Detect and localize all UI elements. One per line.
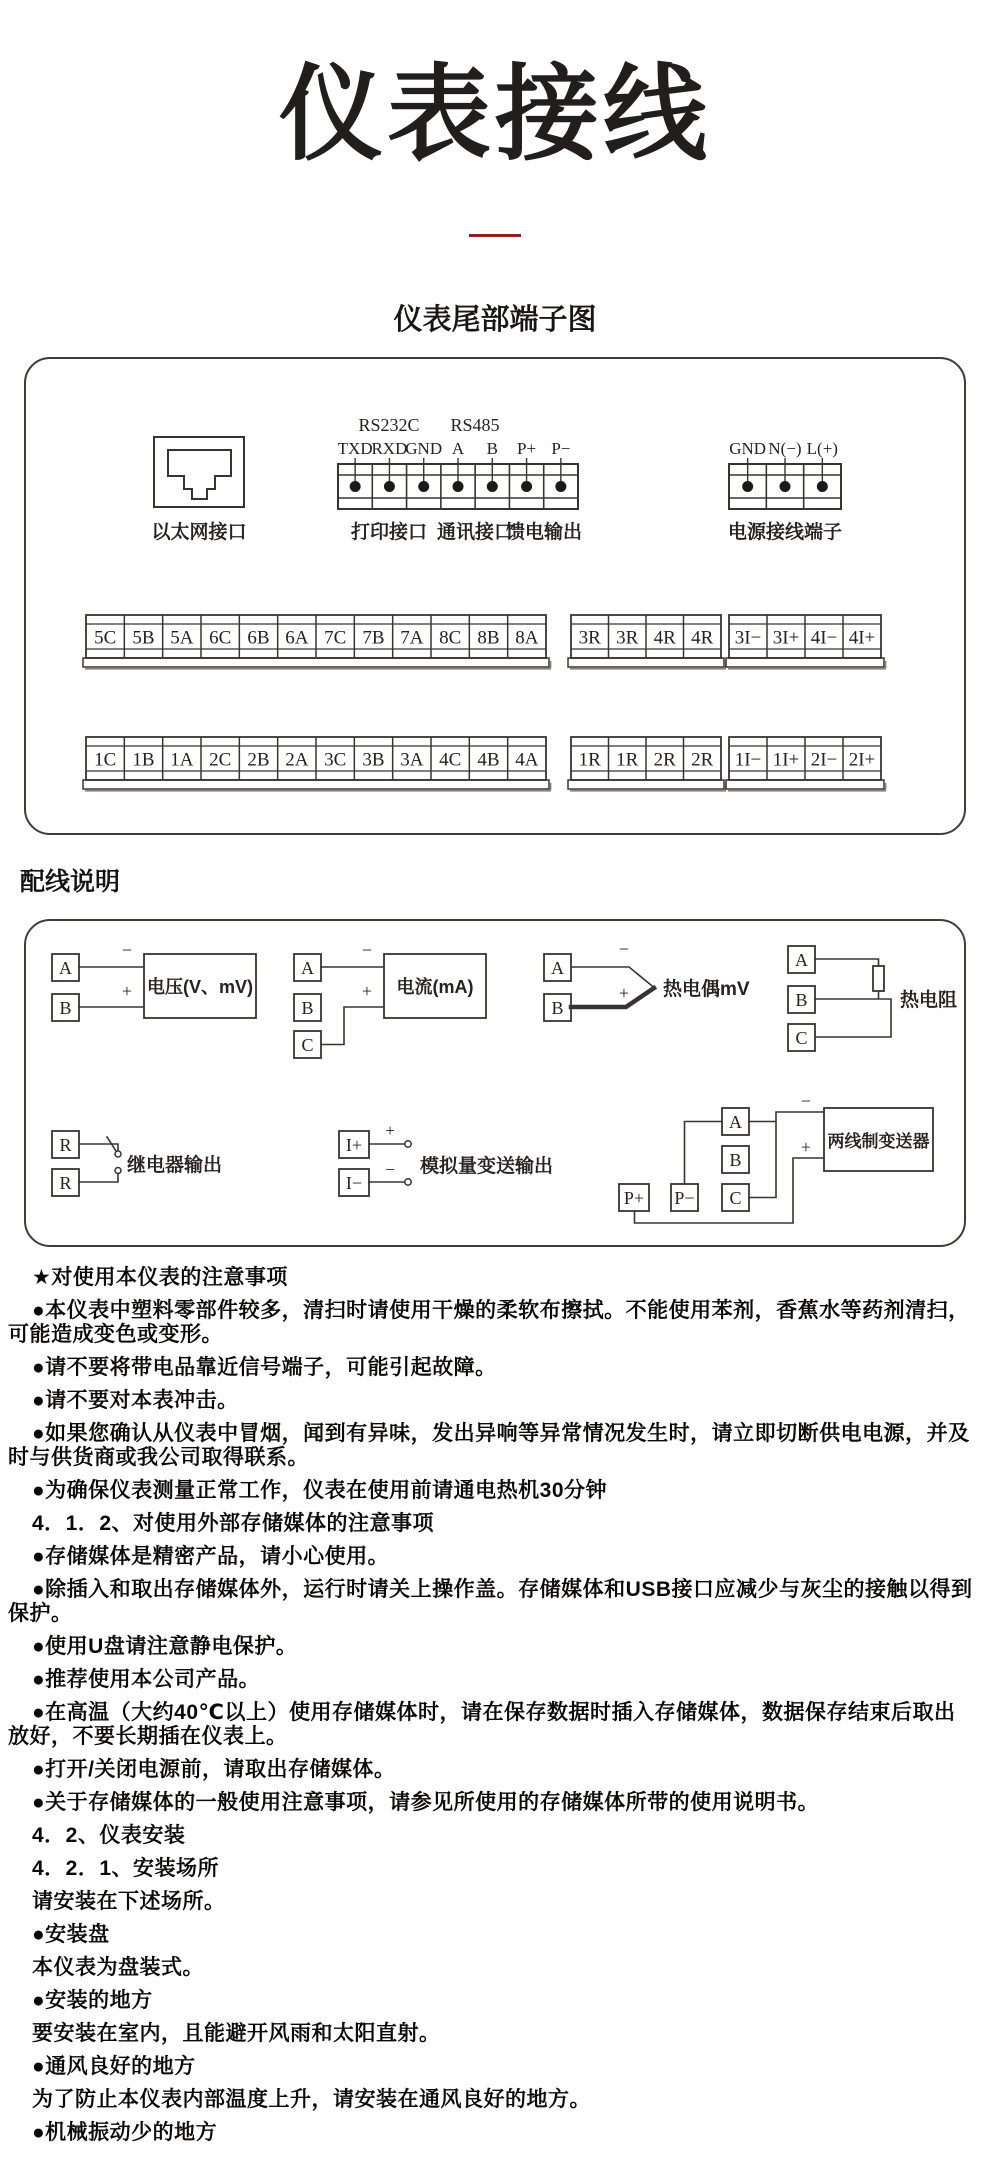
strip-cell-label: 2A <box>285 749 309 771</box>
title-underline <box>469 234 521 237</box>
note-line: 4．2．1、安装场所 <box>32 1857 220 1880</box>
note-line: ●请不要将带电品靠近信号端子，可能引起故障。 <box>32 1356 497 1379</box>
plus-mark: + <box>361 981 373 1001</box>
note-line: ●打开/关闭电源前，请取出存储媒体。 <box>32 1758 396 1781</box>
ethernet-label: 以太网接口 <box>151 522 247 543</box>
strip-cell-label: 4A <box>515 749 539 771</box>
strip-cell-label: 2C <box>209 749 232 771</box>
strip-cell-label: 3C <box>324 749 347 771</box>
terminal-b: B <box>551 998 564 1018</box>
terminal-b: B <box>301 998 314 1018</box>
strip-cell-label: 2R <box>691 749 714 771</box>
rtd-wiring-diagram <box>788 946 957 1051</box>
rs232c-label: RS232C <box>358 415 420 435</box>
minus-mark: − <box>361 940 373 960</box>
strip-cell-label: 1C <box>94 749 117 771</box>
note-line: 要安装在室内，且能避开风雨和太阳直射。 <box>32 2022 441 2045</box>
strip-cell-label: 3B <box>362 749 385 771</box>
terminal-panel <box>24 357 966 835</box>
note-line: ●除插入和取出存储媒体外，运行时请关上操作盖。存储媒体和USB接口应减少与灰尘的接触以得到保护。 <box>8 1578 973 1625</box>
terminal-strips <box>83 615 886 791</box>
terminal-c: C <box>729 1188 742 1208</box>
terminal-b: B <box>795 990 808 1010</box>
pin-label: RXD <box>371 439 408 458</box>
terminal-i-minus: I− <box>345 1173 363 1193</box>
strip-cell-label: 3R <box>578 627 601 649</box>
terminal-b: B <box>59 998 72 1018</box>
relay-wiring-diagram <box>52 1131 222 1196</box>
note-line: ●安装的地方 <box>32 1989 153 2012</box>
plus-mark: + <box>121 981 133 1001</box>
terminal-r1: R <box>59 1135 72 1155</box>
pin-label: B <box>486 439 498 458</box>
terminal-strip <box>726 615 886 669</box>
strip-cell-label: 5C <box>94 627 117 649</box>
wiring-panel <box>24 919 966 1247</box>
note-line: 4．1．2、对使用外部存储媒体的注意事项 <box>32 1512 435 1535</box>
pin-label: GND <box>729 439 767 458</box>
terminal-b: B <box>729 1150 742 1170</box>
terminal-a: A <box>729 1112 742 1132</box>
voltage-wiring-diagram <box>52 940 256 1021</box>
pin-label: GND <box>405 439 443 458</box>
note-line: 4．2、仪表安装 <box>32 1824 186 1847</box>
plus-mark: + <box>618 983 630 1003</box>
note-line: ●为确保仪表测量正常工作，仪表在使用前请通电热机30分钟 <box>32 1479 608 1502</box>
minus-mark: − <box>385 1160 395 1179</box>
page-title: 仪表接线 <box>278 57 711 173</box>
resistor-symbol <box>873 966 884 991</box>
terminal-p-plus: P+ <box>623 1188 645 1208</box>
pin-label: L(+) <box>806 439 838 458</box>
transmitter-wiring-diagram <box>619 1091 933 1223</box>
strip-cell-label: 5A <box>170 627 194 649</box>
strip-cell-label: 4C <box>439 749 462 771</box>
note-line: 为了防止本仪表内部温度上升，请安装在通风良好的地方。 <box>32 2088 591 2111</box>
feed-output-caption: 馈电输出 <box>505 522 583 543</box>
note-line: ●存储媒体是精密产品，请小心使用。 <box>32 1545 390 1568</box>
note-line: ●关于存储媒体的一般使用注意事项，请参见所使用的存储媒体所带的使用说明书。 <box>32 1791 820 1814</box>
pin-label: A <box>451 439 465 458</box>
note-line: ●推荐使用本公司产品。 <box>32 1668 261 1691</box>
strip-cell-label: 1A <box>170 749 194 771</box>
strip-cell-label: 2R <box>653 749 676 771</box>
note-line: ●在高温（大约40℃以上）使用存储媒体时，请在保存数据时插入存储媒体，数据保存结束后取出放好，不要长期插在仪表上。 <box>8 1701 956 1748</box>
current-label: 电流(mA) <box>396 977 474 997</box>
minus-mark: − <box>800 1091 812 1111</box>
strip-cell-label: 7A <box>400 627 424 649</box>
strip-cell-label: 1R <box>616 749 639 771</box>
wiring-section-title: 配线说明 <box>20 868 121 896</box>
terminal-i-plus: I+ <box>345 1135 363 1155</box>
strip-cell-label: 2B <box>247 749 270 771</box>
note-line: ●机械振动少的地方 <box>32 2121 218 2144</box>
note-line: 本仪表为盘装式。 <box>32 1956 204 1979</box>
strip-cell-label: 8C <box>439 627 462 649</box>
note-line: 请安装在下述场所。 <box>32 1890 226 1913</box>
thermocouple-wiring-diagram <box>544 939 750 1021</box>
print-port-caption: 打印接口 <box>350 522 428 543</box>
terminal-strip <box>568 615 726 669</box>
strip-cell-label: 1R <box>578 749 601 771</box>
rs485-label: RS485 <box>450 415 500 435</box>
note-line: ●请不要对本表冲击。 <box>32 1389 239 1412</box>
strip-cell-label: 3I+ <box>772 627 800 649</box>
terminal-strip <box>568 737 726 791</box>
voltage-label: 电压(V、mV) <box>146 977 254 997</box>
pin-label: N(−) <box>768 439 802 458</box>
strip-cell-label: 2I+ <box>848 749 876 771</box>
strip-cell-label: 3R <box>616 627 639 649</box>
comm-port-caption: 通讯接口 <box>436 522 514 543</box>
ethernet-port-icon <box>154 437 244 507</box>
strip-cell-label: 3A <box>400 749 424 771</box>
notes-section <box>8 1266 976 2154</box>
strip-cell-label: 5B <box>132 627 155 649</box>
terminal-a: A <box>551 958 564 978</box>
power-terminal-block <box>729 439 841 509</box>
strip-cell-label: 6A <box>285 627 309 649</box>
note-line: ●安装盘 <box>32 1923 110 1946</box>
strip-cell-label: 1I+ <box>772 749 800 771</box>
analog-output-label: 模拟量变送输出 <box>420 1156 554 1177</box>
minus-mark: − <box>121 940 133 960</box>
terminal-strip <box>726 737 886 791</box>
strip-cell-label: 6C <box>209 627 232 649</box>
strip-cell-label: 1I− <box>734 749 762 771</box>
thermocouple-label: 热电偶mV <box>663 979 750 1000</box>
terminal-strip <box>83 737 551 791</box>
pin-label: P− <box>551 439 571 458</box>
terminal-c: C <box>795 1028 808 1048</box>
relay-label: 继电器输出 <box>127 1155 223 1176</box>
current-wiring-diagram <box>294 940 486 1058</box>
strip-cell-label: 8B <box>477 627 500 649</box>
rtd-label: 热电阻 <box>900 990 958 1011</box>
terminal-diagram-title: 仪表尾部端子图 <box>393 304 597 336</box>
analog-output-wiring-diagram <box>339 1121 553 1196</box>
note-line: ★对使用本仪表的注意事项 <box>32 1266 288 1289</box>
strip-cell-label: 1B <box>132 749 155 771</box>
strip-cell-label: 6B <box>247 627 270 649</box>
terminal-a: A <box>301 958 314 978</box>
note-line: ●如果您确认从仪表中冒烟，闻到有异味，发出异响等异常情况发生时，请立即切断供电电源，并及时与供货商或我公司取得联系。 <box>8 1422 970 1469</box>
transmitter-label: 两线制变送器 <box>827 1132 930 1151</box>
strip-cell-label: 7C <box>324 627 347 649</box>
strip-cell-label: 4I+ <box>848 627 876 649</box>
terminal-a: A <box>59 958 72 978</box>
note-line: ●使用U盘请注意静电保护。 <box>32 1635 298 1658</box>
terminal-strip <box>83 615 551 669</box>
strip-cell-label: 3I− <box>734 627 762 649</box>
terminal-diagram <box>26 359 960 829</box>
comm-terminal-block <box>338 439 578 509</box>
wiring-diagrams <box>26 921 960 1241</box>
strip-cell-label: 4R <box>653 627 676 649</box>
terminal-r2: R <box>59 1173 72 1193</box>
pin-label: P+ <box>517 439 537 458</box>
power-terminal-caption: 电源接线端子 <box>727 522 843 543</box>
terminal-p-minus: P− <box>674 1188 695 1208</box>
strip-cell-label: 4I− <box>810 627 838 649</box>
terminal-c: C <box>301 1035 314 1055</box>
pin-label: TXD <box>337 439 373 458</box>
note-line: ●本仪表中塑料零部件较多，清扫时请使用干燥的柔软布擦拭。不能使用苯剂，香蕉水等药剂清扫，可能造成变色或变形。 <box>8 1299 970 1346</box>
plus-mark: + <box>800 1137 812 1157</box>
strip-cell-label: 8A <box>515 627 539 649</box>
strip-cell-label: 7B <box>362 627 385 649</box>
plus-mark: + <box>385 1121 395 1140</box>
strip-cell-label: 2I− <box>810 749 838 771</box>
terminal-a: A <box>795 950 808 970</box>
note-line: ●通风良好的地方 <box>32 2055 196 2078</box>
strip-cell-label: 4B <box>477 749 500 771</box>
strip-cell-label: 4R <box>691 627 714 649</box>
minus-mark: − <box>618 939 630 959</box>
